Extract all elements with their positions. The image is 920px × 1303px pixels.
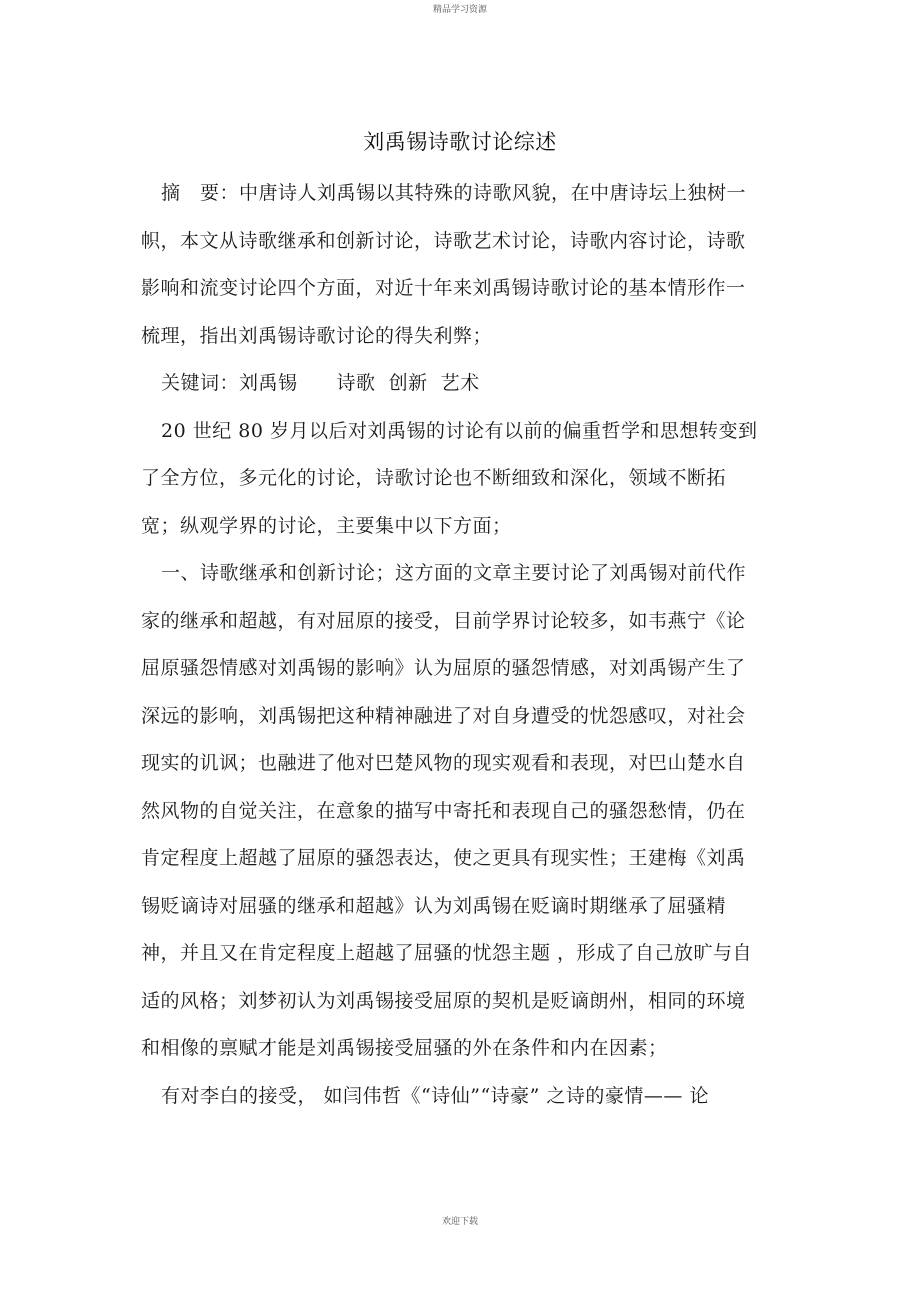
abstract-paragraph: 摘 要：中唐诗人刘禹锡以其特殊的诗歌风貌，在中唐诗坛上独树一帜，本文从诗歌继承和创新讨论，诗歌艺术讨论，诗歌内容讨论，诗歌影响和流变讨论四个方面，对近十年来刘禹锡诗歌讨论的基本情形作一梳理，指出刘禹锡诗歌讨论的得失利弊； bbox=[141, 182, 747, 347]
keywords-line: 关键词：刘禹锡 诗歌 创新 艺术 bbox=[161, 372, 480, 394]
libai-paragraph: 有对李白的接受， 如闫伟哲《“诗仙”“诗豪” 之诗的豪情—— 论 bbox=[161, 1084, 709, 1107]
page-footer-note: 欢迎下载 bbox=[441, 1217, 478, 1227]
page-header-note: 精品学习资源 bbox=[432, 5, 487, 15]
intro-paragraph: 20 世纪 80 岁月以后对刘禹锡的讨论有以前的偏重哲学和思想转变到了全方位，多元化的讨论，诗歌讨论也不断细致和深化，领域不断拓宽；纵观学界的讨论，主要集中以下方面； bbox=[141, 419, 758, 537]
section1-paragraph: 一、诗歌继承和创新讨论；这方面的文章主要讨论了刘禹锡对前代作家的继承和超越，有对屈原的接受，目前学界讨论较多，如韦燕宁《论屈原骚怨情感对刘禹锡的影响》认为屈原的骚怨情感，对刘禹锡产生了深远的影响，刘禹锡把这种精神融进了对自身遭受的忧怨感叹，对社会现实的讥讽；也融进了他对巴楚风物的现实观看和表现，对巴山楚水自然风物的自觉关注，在意象的描写中寄托和表现自己的骚怨愁情，仍在肯定程度上超越了屈原的骚怨表达，使之更具有现实性；王建梅《刘禹锡贬谪诗对屈骚的继承和超越》认为刘禹锡在贬谪时期继承了屈骚精神，并且又在肯定程度上超越了屈骚的忧怨主题 ，形成了自己放旷与自适的风格；刘梦初认为刘禹锡接受屈原的契机是贬谪朗州，相同的环境和相像的禀赋才能是刘禹锡接受屈骚的外在条件和内在因素； bbox=[141, 562, 753, 1059]
document-title: 刘禹锡诗歌讨论综述 bbox=[363, 130, 557, 154]
document-body bbox=[141, 170, 761, 1120]
